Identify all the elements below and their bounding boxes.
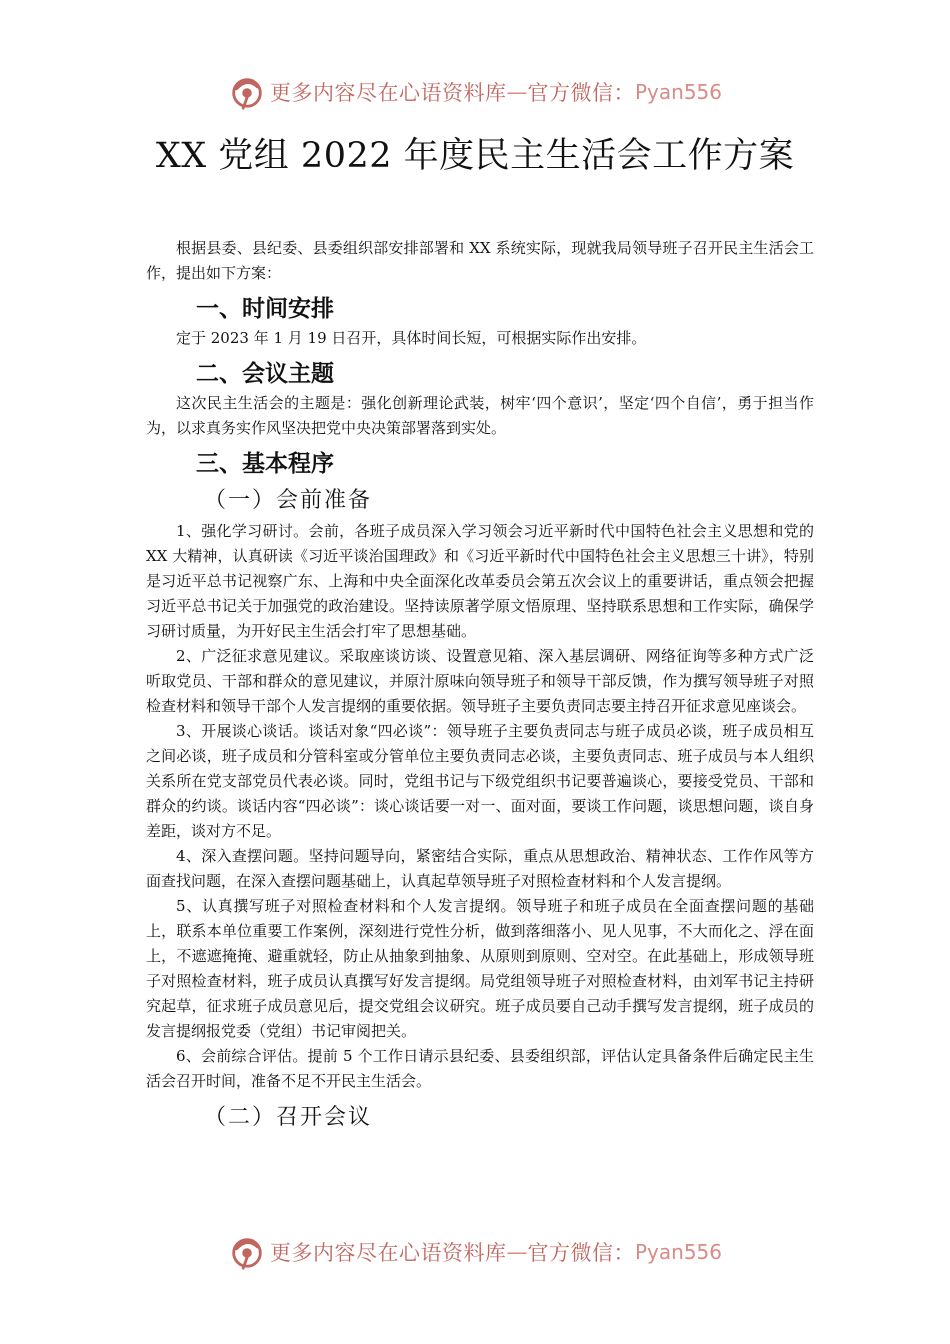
watermark-separator: — <box>506 1240 528 1264</box>
section-3-heading: 三、基本程序 <box>196 451 334 477</box>
watermark-brand-text: 更多内容尽在心语资料库 <box>269 81 507 105</box>
list-item: 5、认真撰写班子对照检查材料和个人发言提纲。领导班子和班子成员在全面查摆问题的基础上，联系本单位重要工作案例，深刻进行党性分析，做到落细落小、见人见事，不大而化之、浮在面上，不遮遮掩掩、避重就轻，防止从抽象到抽象、从原则到原则、空对空。在此基础上，形成领导班子对照检查材料，班子成员认真撰写好发言提纲。局党组领导班子对照检查材料，由刘军书记主持研究起草，征求班子成员意见后，提交党组会议研究。班子成员要自己动手撰写发言提纲，班子成员的发言提纲报党委（党组）书记审阅把关。 <box>146 897 814 1040</box>
list-item: 3、开展谈心谈话。谈话对象“四必谈”：领导班子主要负责同志与班子成员必谈，班子成员相互之间必谈，班子成员和分管科室或分管单位主要负责同志必谈，主要负责同志、班子成员与本人组织关系所在党支部党员代表必谈。同时，党组书记与下级党组织书记要普遍谈心，要接受党员、干部和群众的约谈。谈话内容“四必谈”：谈心谈话要一对一、面对面，要谈工作问题，谈思想问题，谈自身差距，谈对方不足。 <box>146 722 814 840</box>
intro-paragraph: 根据县委、县纪委、县委组织部安排部署和 XX 系统实际，现就我局领导班子召开民主生活会工作，提出如下方案： <box>146 239 814 282</box>
document-body <box>146 236 814 1136</box>
section-2-text: 这次民主生活会的主题是：强化创新理论武装，树牢‘四个意识’，坚定‘四个自信’，勇于担当作为，以求真务实作风坚决把党中央决策部署落到实处。 <box>146 394 814 437</box>
brand-logo-icon <box>228 1233 266 1271</box>
watermark-wechat-label: 官方微信： <box>527 81 635 105</box>
brand-logo-icon <box>228 73 266 111</box>
watermark-wechat-label: 官方微信： <box>527 1241 635 1265</box>
document-title: XX 党组 2022 年度民主生活会工作方案 <box>155 136 795 176</box>
subsection-2-heading: （二）召开会议 <box>204 1105 373 1130</box>
list-item: 2、广泛征求意见建议。采取座谈访谈、设置意见箱、深入基层调研、网络征询等多种方式广泛听取党员、干部和群众的意见建议，并原汁原味向领导班子和领导干部反馈，作为撰写领导班子对照检查材料和领导干部个人发言提纲的重要依据。领导班子主要负责同志要主持召开征求意见座谈会。 <box>146 647 814 715</box>
list-item: 4、深入查摆问题。坚持问题导向，紧密结合实际，重点从思想政治、精神状态、工作作风等方面查找问题，在深入查摆问题基础上，认真起草领导班子对照检查材料和个人发言提纲。 <box>146 847 814 890</box>
section-1-heading: 一、时间安排 <box>196 296 334 322</box>
subsection-1-heading: （一）会前准备 <box>204 488 373 513</box>
section-1-text: 定于 2023 年 1 月 19 日召开，具体时间长短，可根据实际作出安排。 <box>176 329 647 347</box>
watermark-separator: — <box>506 80 528 104</box>
section-2-heading: 二、会议主题 <box>196 361 334 387</box>
list-item: 1、强化学习研讨。会前，各班子成员深入学习领会习近平新时代中国特色社会主义思想和党的 XX 大精神，认真研读《习近平谈治国理政》和《习近平新时代中国特色社会主义思想三十讲》，特别是习近平总书记视察广东、上海和中央全面深化改革委员会第五次会议上的重要讲话，重点领会把握习近平总书记关于加强党的政治建设。坚持读原著学原文悟原理、坚持联系思想和工作实际，确保学习研讨质量，为开好民主生活会打牢了思想基础。 <box>146 522 814 640</box>
watermark-wechat-id: Pyan556 <box>634 80 722 104</box>
watermark-wechat-id: Pyan556 <box>634 1240 722 1264</box>
watermark-brand-text: 更多内容尽在心语资料库 <box>269 1241 507 1265</box>
list-item: 6、会前综合评估。提前 5 个工作日请示县纪委、县委组织部，评估认定具备条件后确定民主生活会召开时间，准备不足不开民主生活会。 <box>146 1047 814 1090</box>
watermark-banner-bottom <box>0 1230 950 1274</box>
watermark-banner-top <box>0 70 950 114</box>
